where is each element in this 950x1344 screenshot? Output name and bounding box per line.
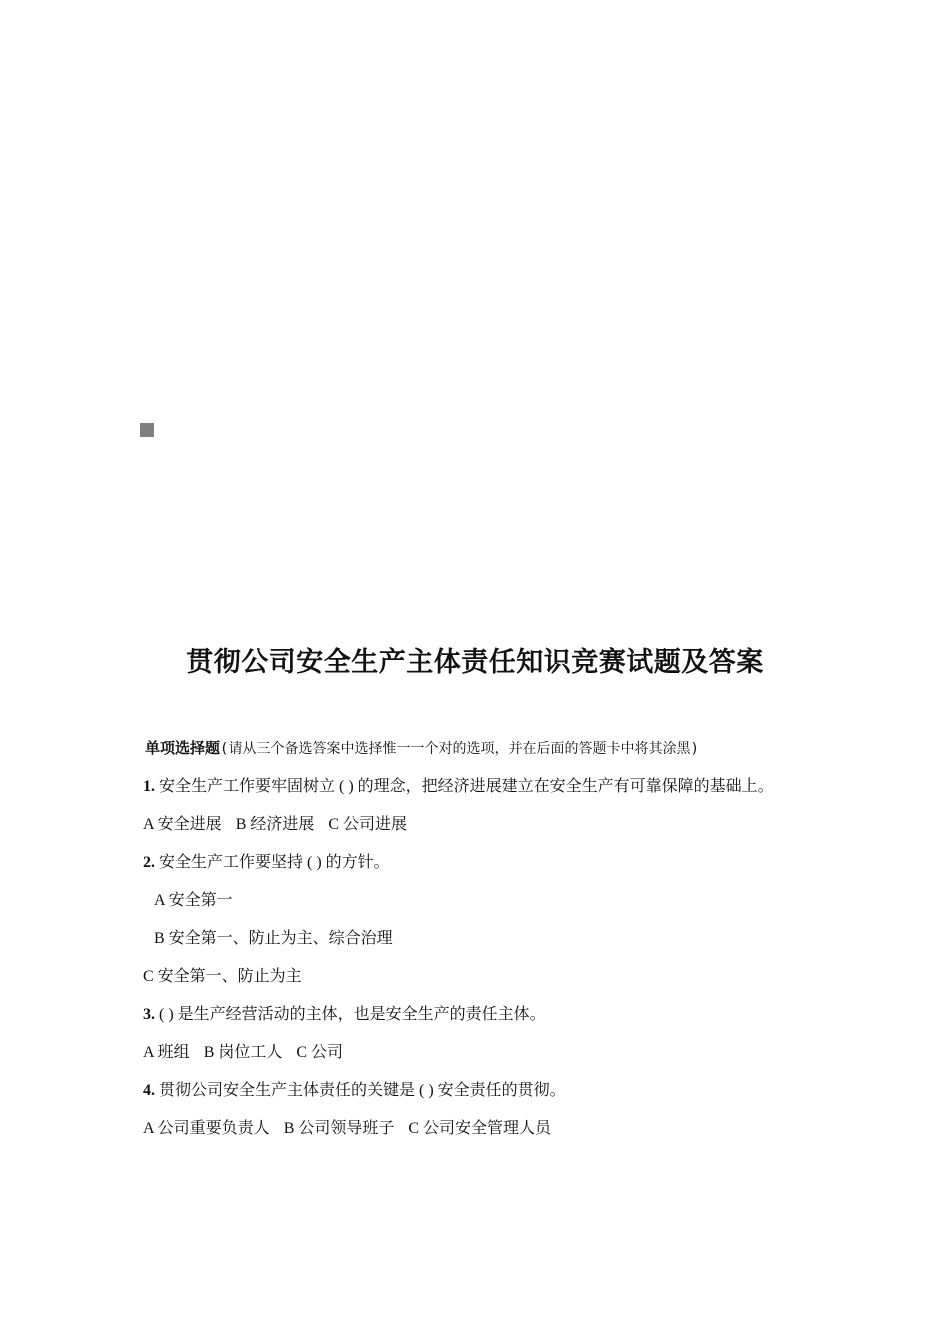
question-2-option-c: C 安全第一、防止为主 [143,968,302,985]
option-b: B 公司领导班子 [283,1120,395,1137]
question-4 [143,1081,566,1101]
question-text: ( ) 是生产经营活动的主体，也是安全生产的责任主体。 [159,1006,546,1023]
question-number: 1. [143,778,155,795]
option-c: C 公司安全管理人员 [408,1120,552,1137]
question-number: 2. [143,854,155,871]
option-b: B 经济进展 [235,816,315,833]
question-2 [143,853,390,873]
question-4-options [143,1119,551,1139]
section-heading [145,738,699,759]
question-1-options [143,815,407,835]
option-b: B 岗位工人 [203,1044,283,1061]
question-text: 安全生产工作要牢固树立 ( ) 的理念，把经济进展建立在安全生产有可靠保障的基础上。 [159,778,774,795]
question-3 [143,1005,546,1025]
bullet-square-icon [140,423,154,437]
option-a: A 班组 [143,1044,190,1061]
question-2-option-a: A 安全第一 [154,892,233,909]
option-a: A 公司重要负责人 [143,1120,270,1137]
option-a: A 安全进展 [143,816,222,833]
document-title: 贯彻公司安全生产主体责任知识竞赛试题及答案 [186,647,764,678]
section-heading-label: 单项选择题 [145,739,221,757]
question-number: 3. [143,1006,155,1023]
option-c: C 公司进展 [328,816,408,833]
question-3-options [143,1043,343,1063]
question-text: 安全生产工作要坚持 ( ) 的方针。 [159,854,390,871]
question-number: 4. [143,1082,155,1099]
question-2-option-b: B 安全第一、防止为主、综合治理 [154,930,393,947]
question-1 [143,777,774,797]
option-c: C 公司 [296,1044,344,1061]
section-instruction: (请从三个备选答案中选择惟一一个对的选项，并在后面的答题卡中将其涂黑) [220,741,699,757]
question-text: 贯彻公司安全生产主体责任的关键是 ( ) 安全责任的贯彻。 [159,1082,566,1099]
